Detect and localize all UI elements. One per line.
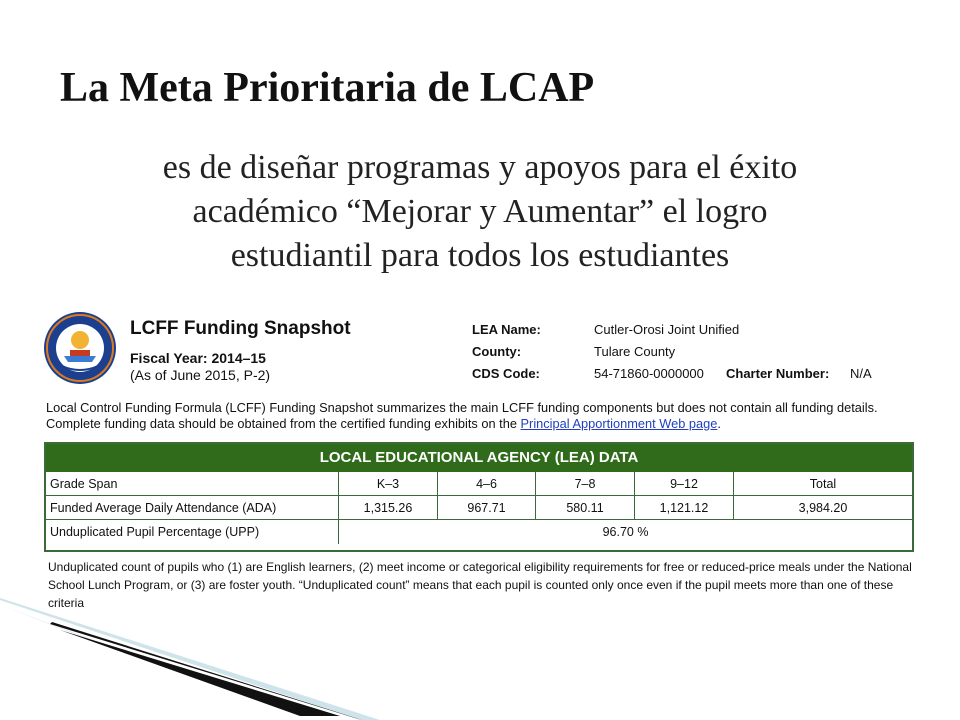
lea-data-table (44, 442, 914, 552)
upp-value: 96.70 % (602, 525, 649, 539)
column-7-8: 7–8 (536, 472, 635, 496)
slide-subtitle (80, 146, 880, 278)
funding-snapshot-image (38, 310, 920, 620)
table-header-band: LOCAL EDUCATIONAL AGENCY (LEA) DATA (46, 444, 912, 472)
ada-label: Funded Average Daily Attendance (ADA) (46, 496, 339, 520)
snapshot-title: LCFF Funding Snapshot (130, 318, 351, 339)
ada-row (46, 496, 912, 520)
ada-k-3: 1,315.26 (339, 496, 438, 520)
column-9-12: 9–12 (635, 472, 734, 496)
charter-number-label: Charter Number: (726, 366, 830, 381)
upp-footnote: Unduplicated count of pupils who (1) are English learners, (2) meet income or categorical eligibility requirements for free or reduced-price meals under the National School Lunch Program, or (3) are foster youth. “Unduplicated count” means that each pupil is counted only once even if the pupil meets more than one of these criteria (48, 560, 912, 610)
subtitle-line-3: estudiantil para todos los estudiantes (230, 237, 730, 274)
fiscal-year (130, 350, 270, 384)
slide-title: La Meta Prioritaria de LCAP (60, 65, 595, 111)
subtitle-line-1: es de diseñar programas y apoyos para el éxito (162, 149, 798, 186)
ada-9-12: 1,121.12 (635, 496, 734, 520)
department-of-education-seal-icon (42, 310, 118, 386)
cds-code-value: 54-71860-0000000 (594, 366, 704, 381)
snapshot-intro (46, 400, 918, 432)
lea-name-label: LEA Name: (472, 322, 541, 337)
ada-4-6: 967.71 (438, 496, 536, 520)
column-k-3: K–3 (339, 472, 438, 496)
upp-label: Unduplicated Pupil Percentage (UPP) (46, 520, 339, 544)
grade-span-row (46, 472, 912, 496)
ada-7-8: 580.11 (536, 496, 635, 520)
subtitle-line-2: académico “Mejorar y Aumentar” el logro (192, 193, 768, 230)
charter-number-value: N/A (850, 366, 872, 381)
fiscal-year-value: 2014–15 (211, 350, 266, 366)
ada-total: 3,984.20 (734, 496, 912, 520)
intro-end: . (717, 416, 721, 431)
upp-row (46, 520, 912, 544)
county-label: County: (472, 344, 522, 359)
lea-name-value: Cutler-Orosi Joint Unified (594, 322, 740, 337)
intro-text: Local Control Funding Formula (LCFF) Funding Snapshot summarizes the main LCFF funding components but does not contain all funding details. Complete funding data should be obtained from the certified funding exhibits on the (46, 400, 878, 431)
county-value: Tulare County (594, 344, 676, 359)
grade-span-label: Grade Span (46, 472, 339, 496)
decorative-swoosh (0, 590, 960, 720)
fiscal-year-label: Fiscal Year: (130, 350, 208, 366)
principal-apportionment-link[interactable]: Principal Apportionment Web page (520, 416, 718, 431)
column-total: Total (734, 472, 912, 496)
column-4-6: 4–6 (438, 472, 536, 496)
cds-code-label: CDS Code: (472, 366, 540, 381)
as-of-date: (As of June 2015, P-2) (130, 367, 271, 383)
